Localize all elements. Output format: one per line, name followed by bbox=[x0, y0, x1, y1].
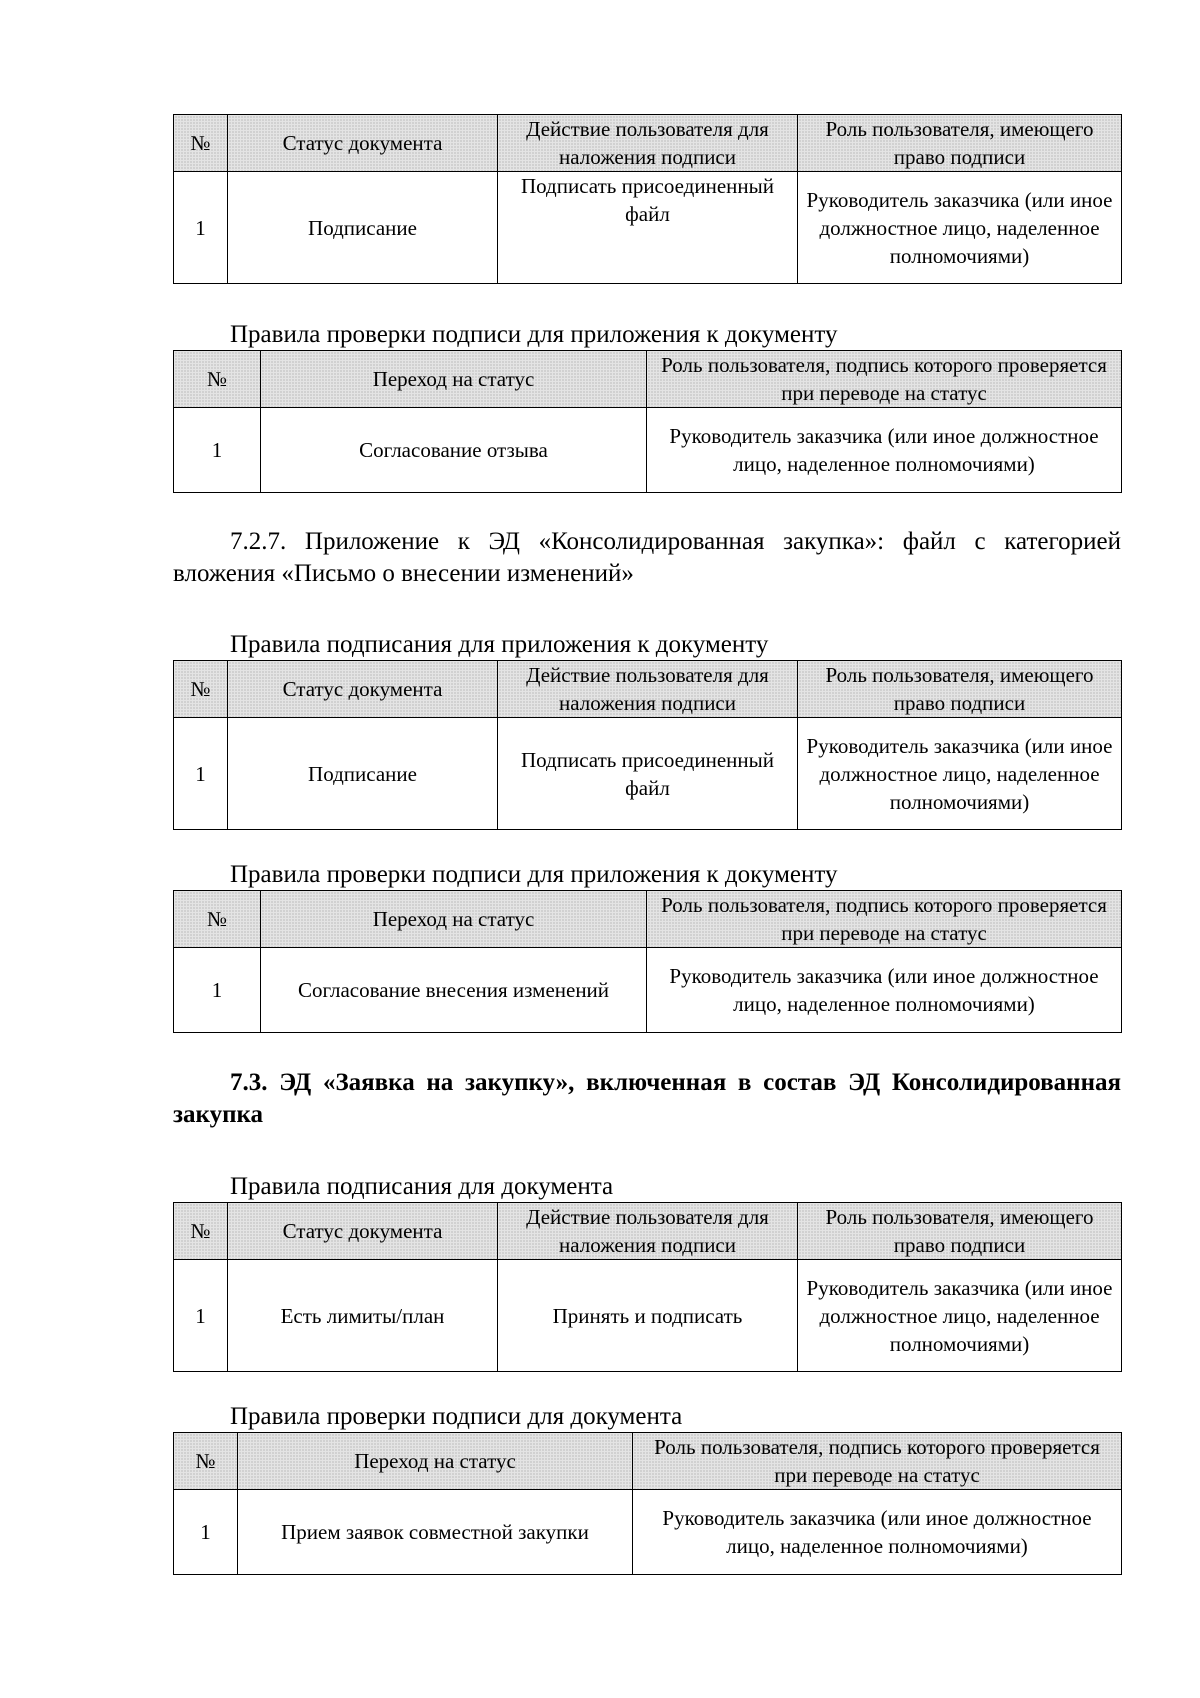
table-header-row bbox=[174, 115, 1122, 172]
table-caption: Правила подписания для приложения к документу bbox=[230, 631, 769, 658]
section-heading-7-3: 7.3. ЭД «Заявка на закупку», включенная в состав ЭД Консолидированная закупка bbox=[173, 1069, 1121, 1128]
cell-user-action: Принять и подписать bbox=[498, 1260, 798, 1372]
table-caption: Правила проверки подписи для приложения к документу bbox=[230, 321, 838, 348]
header-status-transition: Переход на статус bbox=[261, 891, 647, 948]
cell-number: 1 bbox=[174, 1260, 228, 1372]
table-row bbox=[174, 1260, 1122, 1372]
header-checked-role: Роль пользователя, подпись которого проверяется при переводе на статус bbox=[647, 351, 1122, 408]
header-status-transition: Переход на статус bbox=[261, 351, 647, 408]
cell-status-transition: Согласование внесения изменений bbox=[261, 948, 647, 1033]
header-user-role: Роль пользователя, имеющего право подписи bbox=[798, 1203, 1122, 1260]
signing-rules-block-3 bbox=[173, 1172, 1121, 1372]
header-user-action: Действие пользователя для наложения подписи bbox=[498, 661, 798, 718]
section-heading-7-3-block bbox=[173, 1067, 1121, 1131]
signing-rules-block-2 bbox=[173, 630, 1121, 830]
header-user-role: Роль пользователя, имеющего право подписи bbox=[798, 661, 1122, 718]
table-caption: Правила подписания для документа bbox=[230, 1173, 614, 1200]
cell-number: 1 bbox=[174, 718, 228, 830]
signature-check-table-3 bbox=[173, 1432, 1122, 1575]
header-status-transition: Переход на статус bbox=[238, 1433, 633, 1490]
cell-user-role: Руководитель заказчика (или иное должностное лицо, наделенное полномочиями) bbox=[798, 1260, 1122, 1372]
cell-document-status: Есть лимиты/план bbox=[228, 1260, 498, 1372]
table-row bbox=[174, 172, 1122, 284]
table-caption: Правила проверки подписи для приложения к документу bbox=[230, 861, 838, 888]
cell-user-action: Подписать присоединенный файл bbox=[498, 718, 798, 830]
table-row bbox=[174, 718, 1122, 830]
cell-number: 1 bbox=[174, 1490, 238, 1575]
signature-check-block-1 bbox=[173, 320, 1121, 493]
cell-status-transition: Согласование отзыва bbox=[261, 408, 647, 493]
cell-number: 1 bbox=[174, 948, 261, 1033]
header-number: № bbox=[174, 891, 261, 948]
signing-rules-table-1 bbox=[173, 114, 1122, 284]
table-row bbox=[174, 948, 1122, 1033]
header-document-status: Статус документа bbox=[228, 661, 498, 718]
cell-user-role: Руководитель заказчика (или иное должностное лицо, наделенное полномочиями) bbox=[798, 718, 1122, 830]
table-header-row bbox=[174, 1433, 1122, 1490]
header-user-role: Роль пользователя, имеющего право подписи bbox=[798, 115, 1122, 172]
cell-user-action: Подписать присоединенный файл bbox=[498, 172, 798, 284]
cell-checked-role: Руководитель заказчика (или иное должностное лицо, наделенное полномочиями) bbox=[647, 948, 1122, 1033]
header-checked-role: Роль пользователя, подпись которого проверяется при переводе на статус bbox=[647, 891, 1122, 948]
cell-checked-role: Руководитель заказчика (или иное должностное лицо, наделенное полномочиями) bbox=[633, 1490, 1122, 1575]
signature-check-table-2 bbox=[173, 890, 1122, 1033]
cell-number: 1 bbox=[174, 172, 228, 284]
header-user-action: Действие пользователя для наложения подписи bbox=[498, 115, 798, 172]
cell-status-transition: Прием заявок совместной закупки bbox=[238, 1490, 633, 1575]
header-number: № bbox=[174, 351, 261, 408]
header-number: № bbox=[174, 1433, 238, 1490]
table-row bbox=[174, 408, 1122, 493]
table-header-row bbox=[174, 891, 1122, 948]
signing-rules-table-1-block bbox=[173, 114, 1121, 284]
header-number: № bbox=[174, 661, 228, 718]
header-number: № bbox=[174, 115, 228, 172]
signature-check-block-2 bbox=[173, 860, 1121, 1033]
signature-check-block-3 bbox=[173, 1402, 1121, 1575]
section-heading-7-2-7-block bbox=[173, 526, 1121, 590]
header-checked-role: Роль пользователя, подпись которого проверяется при переводе на статус bbox=[633, 1433, 1122, 1490]
cell-document-status: Подписание bbox=[228, 718, 498, 830]
signature-check-table-1 bbox=[173, 350, 1122, 493]
header-user-action: Действие пользователя для наложения подписи bbox=[498, 1203, 798, 1260]
header-document-status: Статус документа bbox=[228, 115, 498, 172]
signing-rules-table-3 bbox=[173, 1202, 1122, 1372]
cell-number: 1 bbox=[174, 408, 261, 493]
cell-document-status: Подписание bbox=[228, 172, 498, 284]
table-caption: Правила проверки подписи для документа bbox=[230, 1403, 683, 1430]
table-header-row bbox=[174, 1203, 1122, 1260]
header-number: № bbox=[174, 1203, 228, 1260]
section-heading-7-2-7: 7.2.7. Приложение к ЭД «Консолидированная закупка»: файл с категорией вложения «Письмо о внесении изменений» bbox=[173, 528, 1121, 587]
cell-user-role: Руководитель заказчика (или иное должностное лицо, наделенное полномочиями) bbox=[798, 172, 1122, 284]
header-document-status: Статус документа bbox=[228, 1203, 498, 1260]
signing-rules-table-2 bbox=[173, 660, 1122, 830]
cell-checked-role: Руководитель заказчика (или иное должностное лицо, наделенное полномочиями) bbox=[647, 408, 1122, 493]
table-header-row bbox=[174, 351, 1122, 408]
table-header-row bbox=[174, 661, 1122, 718]
table-row bbox=[174, 1490, 1122, 1575]
